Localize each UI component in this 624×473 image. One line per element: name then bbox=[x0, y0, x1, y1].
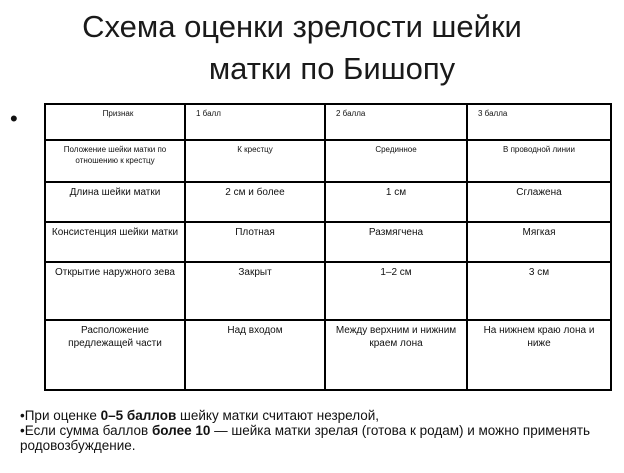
row-label: Открытие наружного зева bbox=[45, 262, 185, 320]
note-1-bold: 0–5 баллов bbox=[100, 408, 177, 423]
row-label: Консистенция шейки матки bbox=[45, 222, 185, 262]
row-label: Длина шейки матки bbox=[45, 182, 185, 222]
table-row bbox=[45, 140, 611, 182]
table-cell: Между верхним и нижним краем лона bbox=[325, 320, 467, 390]
note-2-bold: более 10 bbox=[151, 423, 211, 438]
note-2 bbox=[20, 423, 620, 453]
note-1 bbox=[20, 408, 620, 423]
table-cell: 1–2 см bbox=[325, 262, 467, 320]
header-sign: Признак bbox=[45, 104, 185, 140]
notes-block bbox=[20, 408, 620, 453]
header-score-1: 1 балл bbox=[185, 104, 325, 140]
table-cell: В проводной линии bbox=[467, 140, 611, 182]
table-cell: К крестцу bbox=[185, 140, 325, 182]
table-cell: Закрыт bbox=[185, 262, 325, 320]
header-score-3: 3 балла bbox=[467, 104, 611, 140]
table-cell: 1 см bbox=[325, 182, 467, 222]
table-row bbox=[45, 320, 611, 390]
table-header-row bbox=[45, 104, 611, 140]
note-2-prefix: •Если сумма баллов bbox=[20, 423, 152, 438]
bullet-dot: • bbox=[10, 106, 18, 131]
table-cell: Размягчена bbox=[325, 222, 467, 262]
table-row bbox=[45, 262, 611, 320]
table-cell: Мягкая bbox=[467, 222, 611, 262]
table-cell: Срединное bbox=[325, 140, 467, 182]
note-1-suffix: шейку матки считают незрелой, bbox=[176, 408, 380, 423]
note-1-prefix: •При оценке bbox=[20, 408, 101, 423]
row-label: Расположение предлежащей части bbox=[45, 320, 185, 390]
table-cell: Сглажена bbox=[467, 182, 611, 222]
note-2-suffix: — шейка матки зрелая (готова к родам) и можно применять родовозбуждение. bbox=[20, 423, 591, 453]
table-cell: 3 см bbox=[467, 262, 611, 320]
table-cell: 2 см и более bbox=[185, 182, 325, 222]
table-cell: Плотная bbox=[185, 222, 325, 262]
title-line-2: матки по Бишопу bbox=[208, 51, 456, 86]
table-cell: Над входом bbox=[185, 320, 325, 390]
table-cell: На нижнем краю лона и ниже bbox=[467, 320, 611, 390]
table-row bbox=[45, 222, 611, 262]
table-row bbox=[45, 182, 611, 222]
bishop-score-table bbox=[44, 103, 612, 391]
row-label: Положение шейки матки по отношению к крестцу bbox=[45, 140, 185, 182]
header-score-2: 2 балла bbox=[325, 104, 467, 140]
title-line-1: Схема оценки зрелости шейки bbox=[82, 9, 522, 44]
page-title bbox=[0, 6, 624, 90]
